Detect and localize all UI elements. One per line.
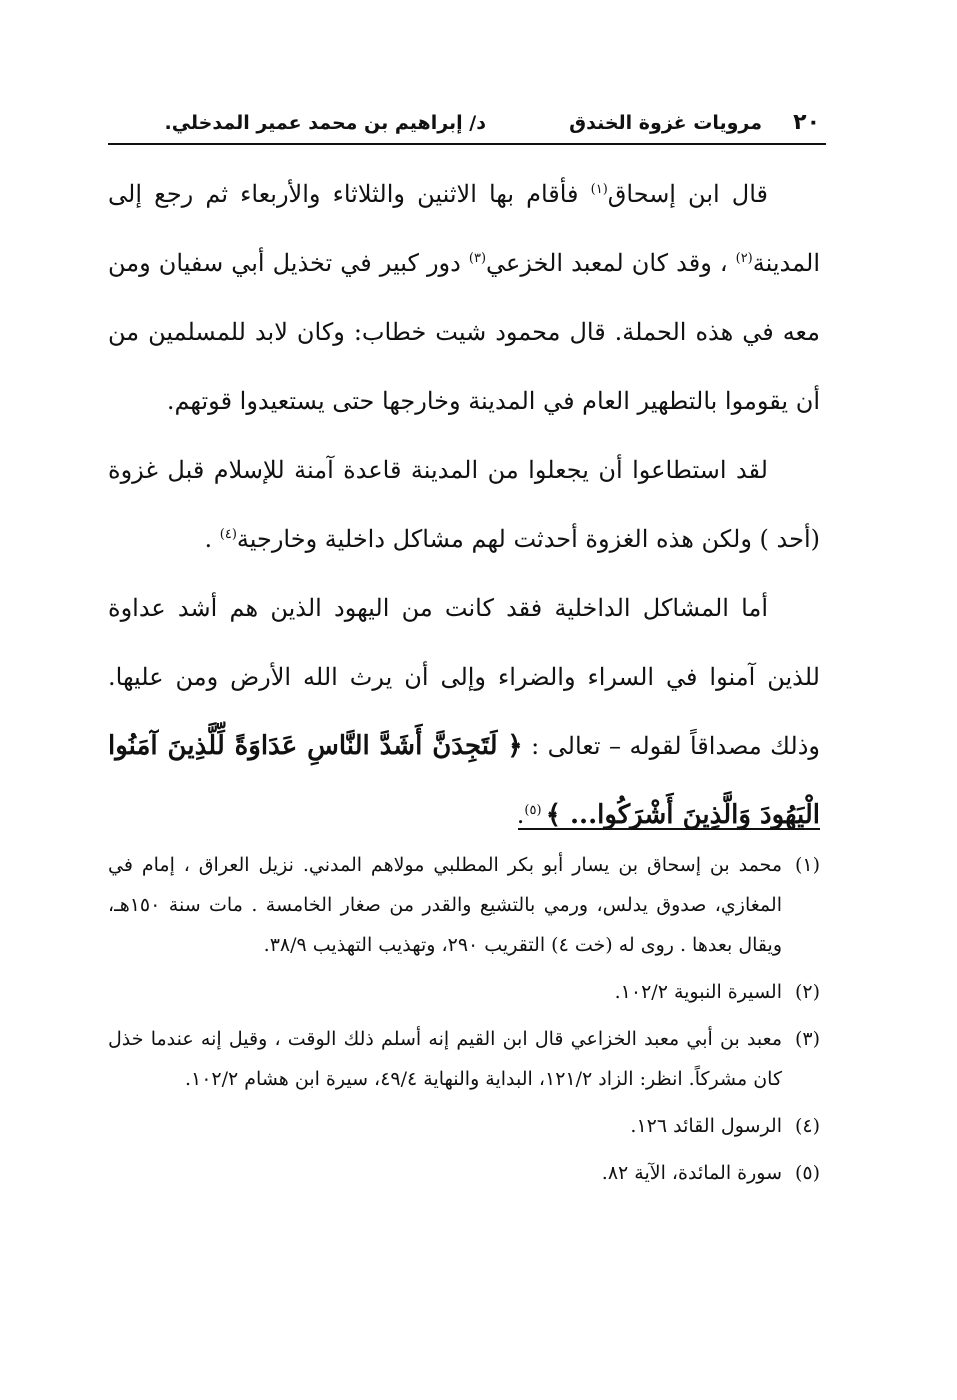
paragraph-1 xyxy=(108,160,820,436)
footnote-ref-5: (٥) xyxy=(524,803,546,818)
p1-text-b: فأقام بها الاثنين والثلاثاء والأربعاء ثم رجع إلى المدينة xyxy=(108,180,820,277)
footnote-4 xyxy=(108,1106,820,1146)
main-text xyxy=(108,160,820,850)
footnote-number: (٤) xyxy=(794,1115,820,1137)
footnote-text: معبد بن أبي معبد الخزاعي قال ابن القيم إنه أسلم ذلك الوقت ، وقيل إنه عندما خذل كان مشركاً. انظر: الزاد ١٢١/٢، البداية والنهاية ٤٩/٤، سيرة ابن هشام ١٠٢/٢. xyxy=(108,1028,782,1090)
book-title: مرويات غزوة الخندق xyxy=(569,112,762,134)
p3-text: أما المشاكل الداخلية فقد كانت من اليهود الذين هم أشد عداوة للذين آمنوا في السراء والضراء وإلى أن يرث الله الأرض ومن عليها. وذلك مصداقاً لقوله – تعالى : xyxy=(108,594,820,760)
footnote-number: (٥) xyxy=(794,1162,820,1184)
running-header xyxy=(108,106,826,146)
footnote-number: (١) xyxy=(794,854,820,876)
footnote-3 xyxy=(108,1019,820,1099)
footnote-number: (٢) xyxy=(794,981,820,1003)
page-number: ٢٠ xyxy=(793,110,820,135)
footnote-1 xyxy=(108,845,820,965)
footnote-text: السيرة النبوية ١٠٢/٢. xyxy=(614,981,782,1003)
footnote-separator xyxy=(518,828,820,830)
footnote-ref-1: (١) xyxy=(590,182,608,197)
p1-text-d: دور كبير في تخذيل أبي سفيان ومن معه في هذه الحملة. قال محمود شيت خطاب: وكان لابد للمسلمين من أن يقوموا بالتطهير العام في المدينة وخارجها حتى يستعيدوا قوتهم. xyxy=(108,249,820,415)
p2-text-b: . xyxy=(204,525,220,553)
footnote-ref-3: (٣) xyxy=(468,251,487,266)
p1-text-c: ، وقد كان لمعبد الخزعي xyxy=(486,249,736,277)
p3-end: . xyxy=(516,801,525,829)
footnote-text: الرسول القائد ١٢٦. xyxy=(630,1115,782,1137)
header-rule xyxy=(108,143,826,145)
author-name: د/ إبراهيم بن محمد عمير المدخلي. xyxy=(164,112,486,134)
footnote-5 xyxy=(108,1153,820,1193)
footnote-text: سورة المائدة، الآية ٨٢. xyxy=(601,1162,782,1184)
footnote-text: محمد بن إسحاق بن يسار أبو بكر المطلبي مولاهم المدني. نزيل العراق ، إمام في المغازي، صدوق يدلس، ورمي بالتشيع والقدر من صغار الخامسة . مات سنة ١٥٠هـ، ويقال بعدها . روى له (خت ٤) التقريب ٢٩٠، وتهذيب التهذيب ٣٨/٩. xyxy=(108,854,782,956)
footnote-2 xyxy=(108,972,820,1012)
footnote-ref-2: (٢) xyxy=(735,251,753,266)
p1-text-a: قال ابن إسحاق xyxy=(607,180,768,208)
paragraph-2 xyxy=(108,436,820,574)
footnotes xyxy=(108,845,820,1200)
quran-verse: ﴿ لَتَجِدَنَّ أَشَدَّ النَّاسِ عَدَاوَةً لِّلَّذِينَ آمَنُوا الْيَهُودَ وَالَّذِينَ أَشْرَكُوا... ﴾ xyxy=(108,731,820,830)
p2-text-a: لقد استطاعوا أن يجعلوا من المدينة قاعدة آمنة للإسلام قبل غزوة (أحد ) ولكن هذه الغزوة أحدثت لهم مشاكل داخلية وخارجية xyxy=(108,456,820,553)
footnote-ref-4: (٤) xyxy=(219,527,237,542)
footnote-number: (٣) xyxy=(794,1028,820,1050)
paragraph-3 xyxy=(108,574,820,850)
